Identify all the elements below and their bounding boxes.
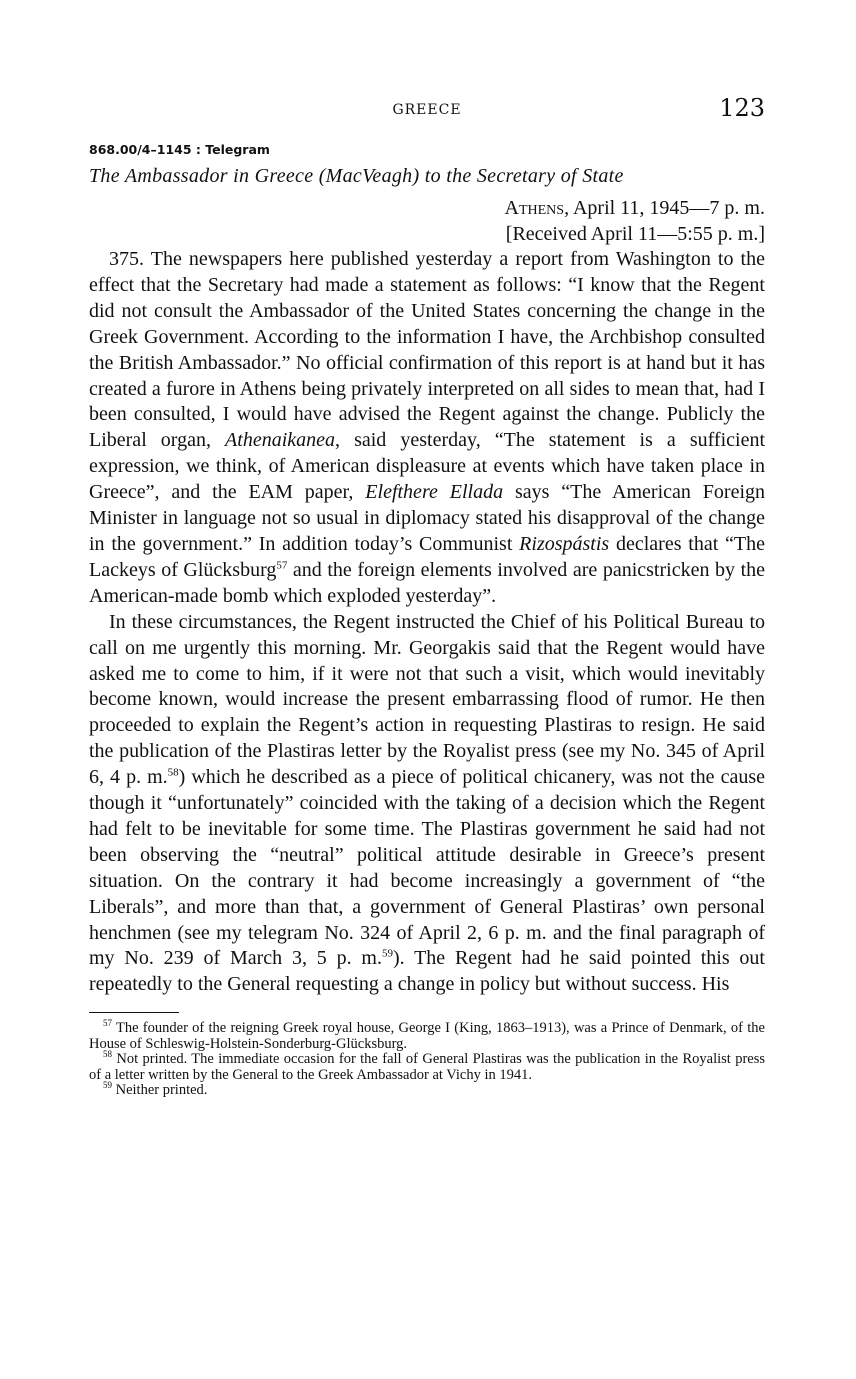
document-reference: 868.00/4–1145 : Telegram (89, 142, 270, 157)
footnote-mark: 57 (103, 1018, 112, 1029)
footnote-ref-58[interactable]: 58 (167, 766, 179, 779)
p1-text-a: 375. The newspapers here published yesterday a report from Washington to the effect that the Secretary had made a statement as follows: “I know that the Regent did not consult the Ambassador of the United States concerning the change in the Greek Government. According to the information I have, the Archbishop consulted the British Ambassador.” No official confirmation of this report is at hand but it has created a furore in Athens being privately interpreted on all sides to mean that, had I been consulted, I would have advised the Regent against the change. Publicly the Liberal organ, (89, 248, 765, 452)
p1-text-b: , said yesterday, “The statement is a sufficient expression, we think, of American displeasure at events which have taken place in Greece”, and the EAM paper, (89, 429, 765, 504)
footnote-text: Not printed. The immediate occasion for the fall of General Plastiras was the publication in the Royalist press of a letter written by the General to the Greek Ambassador at Vichy in 1941. (89, 1051, 765, 1083)
p1-text-d: declares that “The Lackeys of Glücksburg (89, 532, 766, 581)
heading-name: MacVeagh (325, 165, 413, 187)
footnote-ref-57[interactable]: 57 (276, 559, 288, 572)
heading-pre: The Ambassador in Greece ( (89, 165, 326, 187)
footnote-57 (89, 1018, 765, 1052)
heading-post: ) to the Secretary of State (412, 165, 624, 187)
footnote-mark: 59 (103, 1080, 112, 1091)
document-heading (89, 163, 765, 189)
dateline-sent (89, 195, 765, 221)
footnote-divider (89, 1012, 179, 1013)
footnote-mark: 58 (103, 1049, 112, 1060)
p1-text-e: and the foreign elements involved are panicstricken by the American-made bomb which exploded yesterday”. (89, 558, 766, 607)
page-number: 123 (719, 94, 765, 122)
footnote-text: The founder of the reigning Greek royal house, George I (King, 1863–1913), was a Prince of Denmark, of the House of Schleswig-Holstein-Sonderburg-Glücksburg. (89, 1020, 765, 1052)
p2-text-c: ). The Regent had he said pointed this out repeatedly to the General requesting a change in policy but without success. His (89, 947, 765, 996)
dateline-date: , April 11, 1945—7 p. m. (564, 197, 765, 219)
paragraph-1 (89, 247, 765, 610)
p1-newspaper-rizospastis: Rizospástis (519, 532, 610, 555)
dateline (89, 195, 765, 247)
dateline-received: [Received April 11—5:55 p. m.] (505, 223, 765, 245)
footnote-59 (89, 1080, 765, 1099)
dateline-place: Athens (504, 197, 565, 219)
footnotes (89, 1018, 765, 1099)
p2-text-b: ) which he described as a piece of political chicanery, was not the cause though it “unfortunately” coincided with the taking of a decision which the Regent had felt to be inevitable for some time. The Plastiras government he said had not been observing the “neutral” political attitude desirable in Greece’s present situation. On the contrary it had become increasingly a government of “the Liberals”, and more than that, a government of General Plastiras’ own personal henchmen (see my telegram No. 324 of April 2, 6 p. m. and the final paragraph of my No. 239 of March 3, 5 p. m. (89, 766, 765, 970)
footnote-text: Neither printed. (115, 1082, 208, 1099)
footnote-ref-59[interactable]: 59 (381, 947, 393, 960)
running-head (89, 92, 765, 128)
p1-text-c: says “The American Foreign Minister in language not so usual in diplomacy stated his disapproval of the change in the government.” In addition today’s Communist (89, 481, 766, 555)
paragraph-2 (89, 610, 765, 999)
p2-text-a: In these circumstances, the Regent instructed the Chief of his Political Bureau to call on me urgently this morning. Mr. Georgakis said that the Regent would have asked me to come to him, if it were not that such a visit, which would inevitably become known, would increase the present embarrassing flood of rumor. He then proceeded to explain the Regent’s action in requesting Plastiras to resign. He said the publication of the Plastiras letter by the Royalist press (see my No. 345 of April 6, 4 p. m. (89, 610, 765, 789)
body-text (89, 247, 765, 998)
p1-newspaper-elefthere-ellada: Elefthere Ellada (365, 481, 504, 504)
p1-newspaper-athenaikanea: Athenaikanea (225, 429, 336, 452)
document-page (89, 92, 765, 1099)
footnote-58 (89, 1049, 765, 1083)
running-title: GREECE (392, 102, 462, 118)
